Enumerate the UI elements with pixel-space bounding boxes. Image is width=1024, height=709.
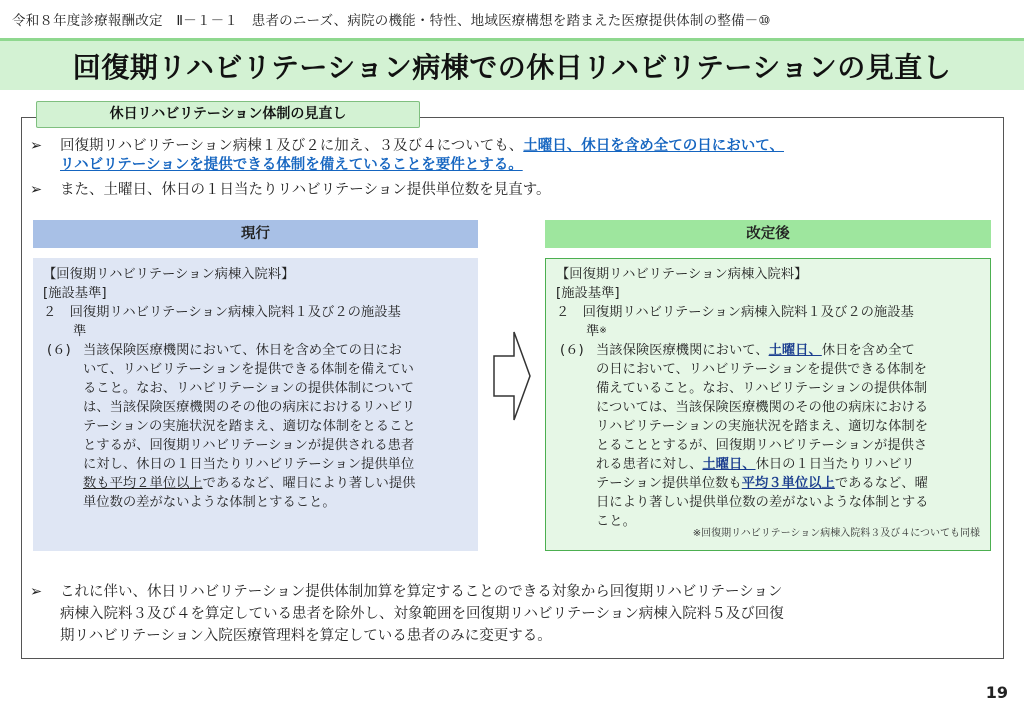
current-item-6-line: いて、リハビリテーションを提供できる体制を備えてい <box>83 362 414 377</box>
bullet-1-text: 回復期リハビリテーション病棟１及び２に加え、３及び４についても、 <box>60 138 524 154</box>
revised-item-6-line: リハビリテーションの実施状況を踏まえ、適切な体制を <box>596 419 929 434</box>
footnote-mark: ※ <box>599 326 607 336</box>
bullet-3 <box>30 581 1000 647</box>
current-item-6-line: ること。なお、リハビリテーションの提供体制について <box>83 381 414 396</box>
section-tab: 休日リハビリテーション体制の見直し <box>36 101 420 128</box>
revised-text: テーション提供単位数も <box>596 476 742 491</box>
revised-heading: 改定後 <box>545 220 991 248</box>
revised-footnote: ※回復期リハビリテーション病棟入院料３及び４についても同様 <box>692 528 980 539</box>
bullet-2 <box>30 181 1000 200</box>
current-panel <box>33 258 478 551</box>
revised-highlight: 平均３単位以上 <box>741 476 835 491</box>
current-heading: 現行 <box>33 220 478 248</box>
page-number: 19 <box>985 683 1008 702</box>
revised-text: れる患者に対し、 <box>596 457 703 472</box>
current-item-6-line: に対し、休日の１日当たりリハビリテーション提供単位 <box>83 457 415 472</box>
current-item-6-line: 単位数の差がないような体制とすること。 <box>83 495 336 510</box>
revised-item-6-line: 備えていること。なお、リハビリテーションの提供体制 <box>596 381 928 396</box>
revised-text: 休日の１日当たりリハビリ <box>755 457 915 472</box>
slide-title: 回復期リハビリテーション病棟での休日リハビリテーションの見直し <box>72 51 952 84</box>
bullet-3-line: 病棟入院料３及び４を算定している患者を除外し、対象範囲を回復期リハビリテーション病棟入院料５及び回復 <box>60 606 784 622</box>
revised-item-6-line: こと。 <box>596 514 636 529</box>
slide-header: 令和８年度診療報酬改定 Ⅱ－１－１ 患者のニーズ、病院の機能・特性、地域医療構想を踏まえた医療提供体制の整備－⑩ <box>12 13 771 29</box>
revised-line-3a: ２ 回復期リハビリテーション病棟入院料１及び２の施設基 <box>556 305 914 320</box>
current-underline: 数も平均２単位以上 <box>83 476 203 491</box>
revised-item-6-line <box>596 474 980 493</box>
revised-item-6 <box>556 341 980 531</box>
top-bullets <box>30 137 1000 200</box>
revised-line-3b <box>556 322 980 341</box>
revised-item-6-line: 日により著しい提供単位数の差がないような体制とする <box>596 495 929 510</box>
current-line-3b: 準 <box>73 324 87 339</box>
current-item-6-line: とするが、回復期リハビリテーションが提供される患者 <box>83 438 415 453</box>
bullet-1-highlight-b: リハビリテーションを提供できる体制を備えていることを要件とする。 <box>60 157 523 173</box>
revised-text: 準 <box>586 324 600 339</box>
current-item-6-line: 当該保険医療機関において、休日を含め全ての日にお <box>83 343 402 358</box>
current-item-6-number: (６) <box>47 343 71 358</box>
current-item-6-line: テーションの実施状況を踏まえ、適切な体制をとること <box>83 419 416 434</box>
revised-text: であるなど、曜 <box>834 476 928 491</box>
revised-panel <box>545 258 991 551</box>
revised-item-6-line <box>596 341 980 360</box>
current-line-2: [施設基準] <box>43 286 107 301</box>
revised-highlight: 土曜日、 <box>702 457 756 472</box>
revised-item-6-line: とることとするが、回復期リハビリテーションが提供さ <box>596 438 928 453</box>
bullet-3-line: 期リハビリテーション入院医療管理料を算定している患者のみに変更する。 <box>60 628 552 644</box>
bullet-1 <box>30 137 1000 175</box>
current-item-6-line <box>83 474 468 493</box>
bottom-bullet <box>30 581 1000 647</box>
revised-highlight: 土曜日、 <box>768 343 822 358</box>
revised-item-6-line: の日において、リハビリテーションを提供できる体制を <box>596 362 927 377</box>
revised-item-6-line: については、当該保険医療機関のその他の病床における <box>596 400 929 415</box>
current-item-6 <box>43 341 468 512</box>
current-line-1: 【回復期リハビリテーション病棟入院料】 <box>43 267 295 282</box>
current-text: であるなど、曜日により著しい提供 <box>202 476 416 491</box>
bullet-arrow-icon: ➢ <box>30 138 43 154</box>
bullet-2-text: また、土曜日、休日の１日当たりリハビリテーション提供単位数を見直す。 <box>60 182 551 198</box>
revised-line-1: 【回復期リハビリテーション病棟入院料】 <box>556 267 808 282</box>
revised-item-6-number: (６) <box>560 343 584 358</box>
revised-line-2: [施設基準] <box>556 286 620 301</box>
bullet-arrow-icon: ➢ <box>30 182 43 198</box>
bullet-3-line: これに伴い、休日リハビリテーション提供体制加算を算定することのできる対象から回復期リハビリテーション <box>60 584 783 600</box>
bullet-1-highlight-a: 土曜日、休日を含め全ての日において、 <box>523 138 784 154</box>
revised-text: 休日を含め全て <box>821 343 915 358</box>
current-line-3a: ２ 回復期リハビリテーション病棟入院料１及び２の施設基 <box>43 305 401 320</box>
current-item-6-line: は、当該保険医療機関のその他の病床におけるリハビリ <box>83 400 416 415</box>
bullet-arrow-icon: ➢ <box>30 584 43 600</box>
right-arrow-icon <box>492 330 532 422</box>
revised-text: 当該保険医療機関において、 <box>596 343 769 358</box>
revised-item-6-line <box>596 455 980 474</box>
